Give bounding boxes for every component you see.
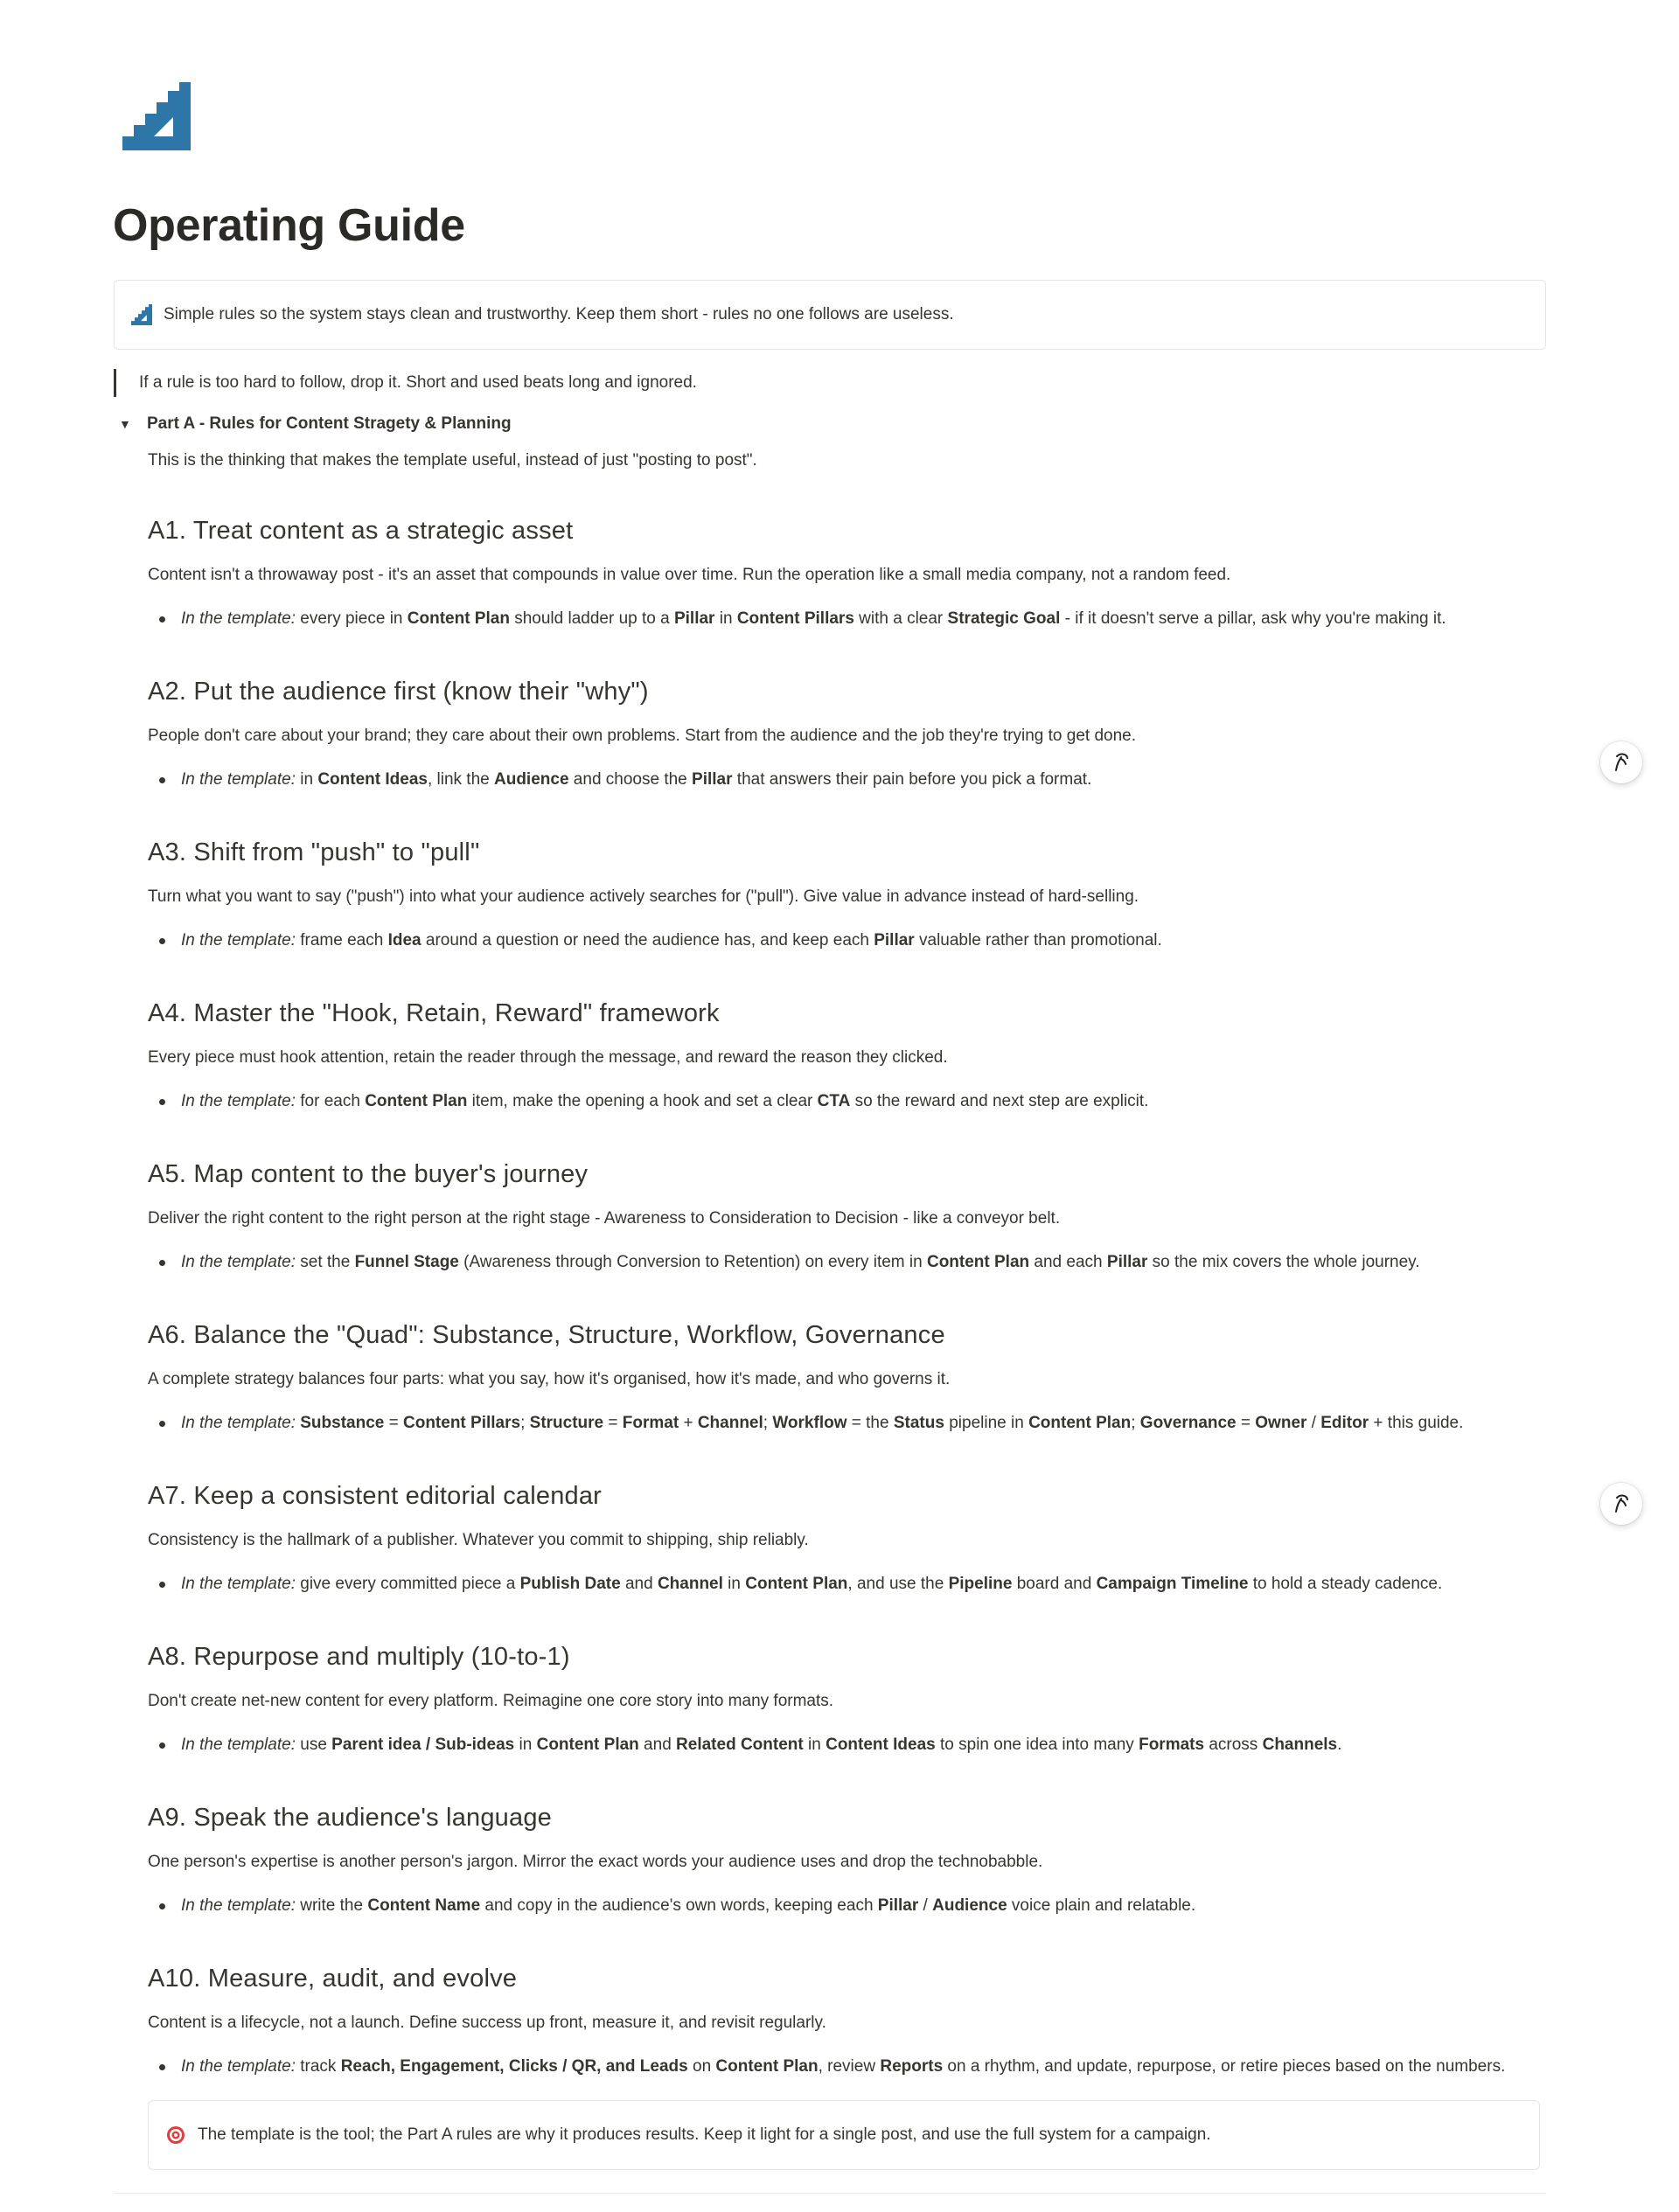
bold-term: Pillar	[673, 609, 715, 628]
bullet-dot	[159, 1421, 165, 1427]
text-run: board and	[1012, 1575, 1097, 1593]
italic-label: In the template:	[181, 1896, 296, 1915]
section-heading: A1. Treat content as a strategic asset	[148, 517, 574, 545]
text-run: should ladder up to a	[509, 609, 674, 628]
rule-section	[148, 511, 1547, 630]
italic-label: In the template:	[181, 2057, 296, 2076]
bold-term: Idea	[387, 931, 421, 949]
rule-section	[148, 672, 1547, 791]
template-bullet	[148, 1734, 1547, 1756]
bold-term: Reports	[880, 2057, 944, 2076]
bold-term: Workflow	[772, 1414, 847, 1432]
text-run: +	[679, 1414, 698, 1432]
bullet-text	[181, 1090, 1148, 1113]
bold-term: Content Pillars	[403, 1414, 521, 1432]
page-title: Operating Guide	[113, 200, 465, 251]
italic-label: In the template:	[181, 1092, 296, 1110]
bold-term: Content Plan	[365, 1092, 468, 1110]
section-description: Consistency is the hallmark of a publisher. Whatever you commit to shipping, ship reliably.	[148, 1531, 809, 1549]
bold-term: Content Ideas	[317, 770, 428, 789]
bold-term: Formats	[1139, 1736, 1205, 1754]
section-description: Turn what you want to say ("push") into what your audience actively searches for ("pull"). Give value in advance instead of hard-selling.	[148, 887, 1139, 906]
bold-term: Pipeline	[948, 1575, 1013, 1593]
text-run: + this guide.	[1369, 1414, 1464, 1432]
bold-term: Strategic Goal	[947, 609, 1061, 628]
text-run: =	[384, 1414, 403, 1432]
text-run: to spin one idea into many	[935, 1736, 1139, 1754]
bullet-dot	[159, 1260, 165, 1266]
italic-label: In the template:	[181, 1253, 296, 1271]
text-run: set the	[295, 1253, 355, 1271]
bold-term: Related Content	[676, 1736, 804, 1754]
bullet-dot	[159, 2064, 165, 2070]
text-run: and	[638, 1736, 677, 1754]
section-description: A complete strategy balances four parts: what you say, how it's organised, how it's made, and who governs it.	[148, 1370, 951, 1388]
text-run: on a rhythm, and update, repurpose, or retire pieces based on the numbers.	[943, 2057, 1506, 2076]
bold-term: Pillar	[874, 931, 915, 949]
text-run: and choose the	[568, 770, 693, 789]
text-run: so the mix covers the whole journey.	[1147, 1253, 1420, 1271]
italic-label: In the template:	[181, 931, 296, 949]
rule-section	[148, 1155, 1547, 1274]
section-description: Deliver the right content to the right person at the right stage - Awareness to Consideration to Decision - like a conveyor belt.	[148, 1209, 1061, 1228]
toggle-intro-text: This is the thinking that makes the template useful, instead of just "posting to post".	[148, 451, 757, 470]
bullet-text	[181, 1251, 1420, 1274]
text-run: so the reward and next step are explicit.	[850, 1092, 1149, 1110]
bold-term: Channel	[697, 1414, 763, 1432]
text-run: ;	[763, 1414, 773, 1432]
section-heading: A4. Master the "Hook, Retain, Reward" framework	[148, 999, 720, 1027]
bold-term: CTA	[817, 1092, 851, 1110]
staircase-ruler-icon	[131, 304, 152, 325]
section-heading: A3. Shift from "push" to "pull"	[148, 838, 480, 866]
text-run: give every committed piece a	[295, 1575, 520, 1593]
text-run: (Awareness through Conversion to Retention) on every item in	[458, 1253, 927, 1271]
text-run: ;	[1131, 1414, 1140, 1432]
section-heading: A6. Balance the "Quad": Substance, Structure, Workflow, Governance	[148, 1321, 945, 1349]
intro-callout	[114, 280, 1546, 350]
quote-text: If a rule is too hard to follow, drop it. Short and used beats long and ignored.	[139, 373, 697, 392]
bullet-dot	[159, 1742, 165, 1749]
section-description: People don't care about your brand; they care about their own problems. Start from the audience and the job they're trying to get done.	[148, 727, 1137, 745]
page-icon[interactable]	[122, 82, 191, 150]
bullet-dot	[159, 1099, 165, 1105]
text-run: in	[803, 1736, 826, 1754]
bold-term: Content Plan	[926, 1253, 1030, 1271]
template-bullet	[148, 1573, 1547, 1596]
bold-term: Structure	[529, 1414, 604, 1432]
italic-label: In the template:	[181, 1736, 296, 1754]
bullet-text	[181, 1895, 1195, 1917]
text-run: every piece in	[295, 609, 408, 628]
text-run: write the	[295, 1896, 368, 1915]
template-bullet	[148, 1895, 1547, 1917]
text-run: and	[620, 1575, 658, 1593]
italic-label: In the template:	[181, 770, 296, 789]
text-run: in	[514, 1736, 537, 1754]
rule-section	[148, 1638, 1547, 1756]
rule-section	[148, 1316, 1547, 1435]
text-run: valuable rather than promotional.	[914, 931, 1162, 949]
text-run: that answers their pain before you pick a format.	[732, 770, 1092, 789]
text-run: =	[603, 1414, 623, 1432]
section-description: Every piece must hook attention, retain the reader through the message, and reward the reason they clicked.	[148, 1048, 948, 1067]
text-run: - if it doesn't serve a pillar, ask why you're making it.	[1060, 609, 1446, 628]
bold-term: Funnel Stage	[354, 1253, 459, 1271]
bullet-dot	[159, 1903, 165, 1909]
text-run: in	[295, 770, 318, 789]
italic-label: In the template:	[181, 609, 296, 628]
section-description: Don't create net-new content for every platform. Reimagine one core story into many formats.	[148, 1692, 834, 1710]
text-run: use	[295, 1736, 332, 1754]
bold-term: Content Plan	[1028, 1414, 1132, 1432]
bullet-text	[181, 1734, 1341, 1756]
text-run: = the	[846, 1414, 894, 1432]
rule-section	[148, 1959, 1547, 2078]
text-run: , review	[818, 2057, 881, 2076]
bold-term: Channels	[1262, 1736, 1338, 1754]
quote-block	[114, 369, 697, 397]
text-run: item, make the opening a hook and set a clear	[467, 1092, 818, 1110]
text-run: , and use the	[847, 1575, 949, 1593]
text-run: , link the	[427, 770, 494, 789]
toggle-part-a[interactable]	[119, 414, 512, 434]
bold-term: Audience	[494, 770, 569, 789]
target-icon	[166, 2125, 185, 2145]
bold-term: Format	[622, 1414, 679, 1432]
text-run: across	[1204, 1736, 1263, 1754]
text-run: frame each	[295, 931, 388, 949]
comment-icon	[1608, 1491, 1634, 1517]
bold-term: Reach, Engagement, Clicks / QR, and Leads	[340, 2057, 688, 2076]
section-description: Content isn't a throwaway post - it's an asset that compounds in value over time. Run the operation like a small media company, not a random feed.	[148, 566, 1231, 584]
section-heading: A2. Put the audience first (know their "why")	[148, 678, 649, 706]
template-bullet	[148, 608, 1547, 630]
bullet-text	[181, 929, 1162, 952]
template-bullet	[148, 929, 1547, 952]
section-heading: A5. Map content to the buyer's journey	[148, 1160, 589, 1188]
bold-term: Pillar	[692, 770, 733, 789]
text-run: /	[1306, 1414, 1321, 1432]
rule-section	[148, 833, 1547, 952]
section-heading: A8. Repurpose and multiply (10-to-1)	[148, 1643, 570, 1671]
bold-term: Pillar	[877, 1896, 919, 1915]
rule-section	[148, 1798, 1547, 1917]
bold-term: Editor	[1320, 1414, 1369, 1432]
bold-term: Content Plan	[536, 1736, 639, 1754]
bold-term: Content Plan	[407, 609, 510, 628]
divider	[114, 2193, 1546, 2194]
bold-term: Status	[893, 1414, 944, 1432]
text-run: to hold a steady cadence.	[1248, 1575, 1443, 1593]
template-bullet	[148, 1412, 1547, 1435]
text-run: pipeline in	[944, 1414, 1029, 1432]
text-run: .	[1337, 1736, 1342, 1754]
section-heading: A10. Measure, audit, and evolve	[148, 1965, 518, 1993]
bold-term: Content Pillars	[736, 609, 854, 628]
text-run: track	[295, 2057, 341, 2076]
callout-text: Simple rules so the system stays clean and trustworthy. Keep them short - rules no one follows are useless.	[164, 305, 954, 323]
bullet-text	[181, 769, 1091, 791]
italic-label: In the template:	[181, 1414, 296, 1432]
bullet-dot	[159, 1582, 165, 1588]
template-bullet	[148, 2055, 1547, 2078]
bold-term: Owner	[1255, 1414, 1307, 1432]
comment-button[interactable]	[1600, 1483, 1642, 1525]
bold-term: Content Plan	[715, 2057, 819, 2076]
bullet-text	[181, 608, 1446, 630]
text-run: =	[1236, 1414, 1256, 1432]
text-run: and each	[1029, 1253, 1107, 1271]
section-heading: A7. Keep a consistent editorial calendar	[148, 1482, 603, 1510]
callout-text: The template is the tool; the Part A rules are why it produces results. Keep it light for a single post, and use the full system for a campaign.	[198, 2125, 1211, 2144]
bullet-dot	[159, 777, 165, 783]
bold-term: Audience	[932, 1896, 1007, 1915]
text-run: on	[687, 2057, 716, 2076]
text-run: ;	[520, 1414, 530, 1432]
bullet-text	[181, 1573, 1442, 1596]
bullet-text	[181, 1412, 1463, 1435]
text-run: voice plain and relatable.	[1007, 1896, 1196, 1915]
bold-term: Channel	[657, 1575, 723, 1593]
section-description: One person's expertise is another person's jargon. Mirror the exact words your audience uses and drop the technobabble.	[148, 1853, 1043, 1871]
text-run: for each	[295, 1092, 366, 1110]
bullet-dot	[159, 938, 165, 944]
text-run: with a clear	[853, 609, 948, 628]
template-bullet	[148, 769, 1547, 791]
text-run: and copy in the audience's own words, keeping each	[480, 1896, 878, 1915]
rule-section	[148, 1477, 1547, 1596]
text-run: in	[714, 609, 737, 628]
bold-term: Campaign Timeline	[1096, 1575, 1249, 1593]
comment-button[interactable]	[1600, 741, 1642, 783]
section-heading: A9. Speak the audience's language	[148, 1804, 552, 1832]
bold-term: Content Ideas	[826, 1736, 936, 1754]
comment-icon	[1608, 749, 1634, 776]
bullet-text	[181, 2055, 1505, 2078]
text-run: around a question or need the audience has, and keep each	[421, 931, 874, 949]
bold-term: Parent idea / Sub-ideas	[331, 1736, 515, 1754]
template-bullet	[148, 1090, 1547, 1113]
toggle-arrow-down-icon[interactable]: ▼	[119, 417, 131, 431]
bold-term: Pillar	[1106, 1253, 1148, 1271]
bold-term: Content Plan	[745, 1575, 848, 1593]
rule-section	[148, 994, 1547, 1113]
text-run: /	[918, 1896, 933, 1915]
bold-term: Governance	[1139, 1414, 1237, 1432]
bold-term: Publish Date	[519, 1575, 621, 1593]
text-run: in	[722, 1575, 746, 1593]
section-description: Content is a lifecycle, not a launch. Define success up front, measure it, and revisit regularly.	[148, 2014, 826, 2032]
summary-callout	[148, 2100, 1540, 2170]
toggle-label: Part A - Rules for Content Stragety & Planning	[147, 414, 512, 433]
bold-term: Substance	[300, 1414, 385, 1432]
bullet-dot	[159, 616, 165, 623]
italic-label: In the template:	[181, 1575, 296, 1593]
template-bullet	[148, 1251, 1547, 1274]
bold-term: Content Name	[367, 1896, 481, 1915]
staircase-ruler-icon	[122, 82, 191, 150]
